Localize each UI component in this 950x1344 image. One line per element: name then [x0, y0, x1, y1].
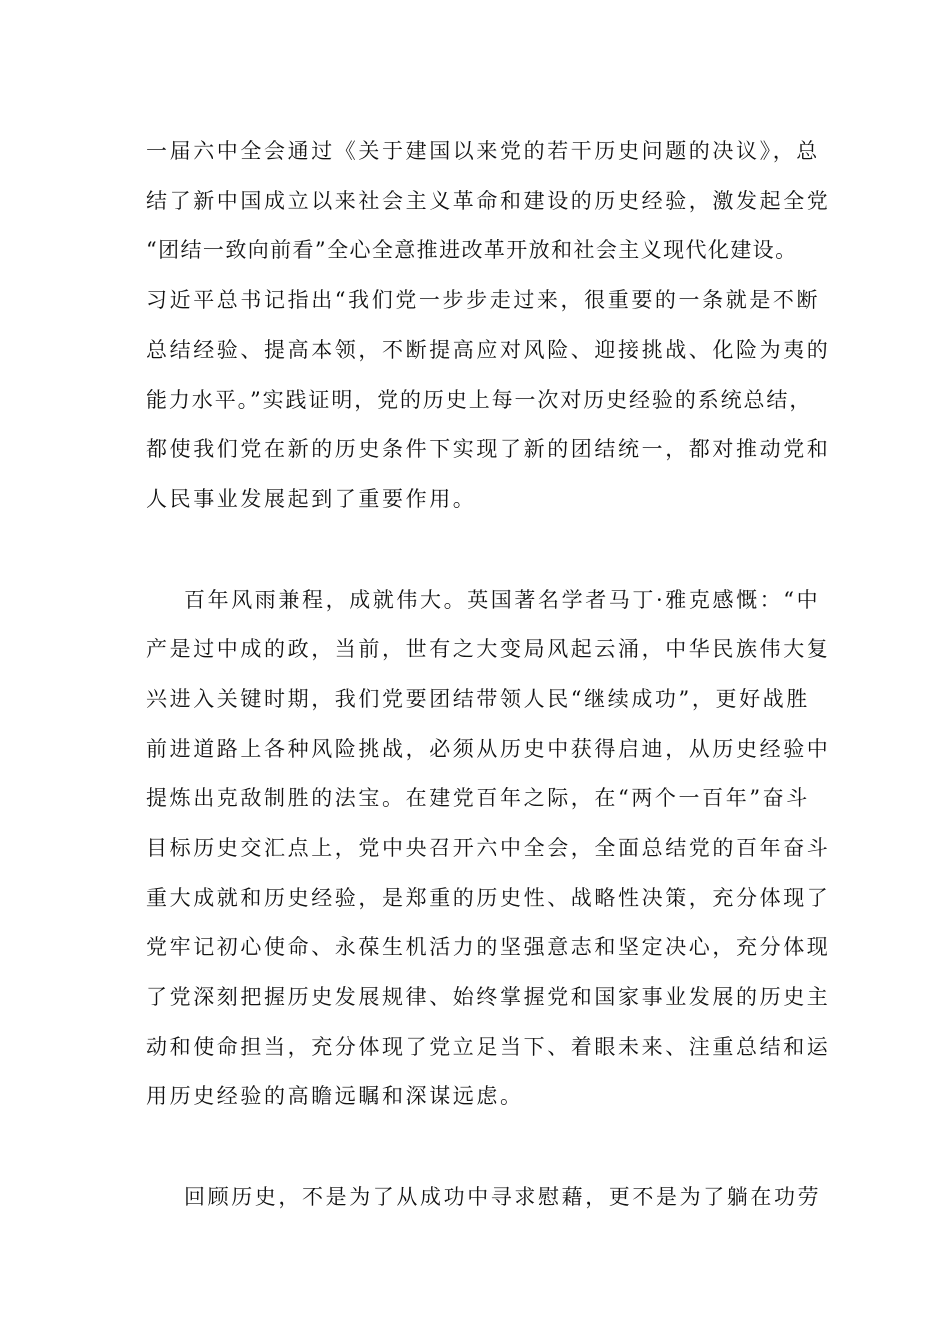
text-line: 回顾历史，不是为了从成功中寻求慰藉，更不是为了躺在功劳	[184, 1185, 822, 1209]
text-line: 一届六中全会通过《关于建国以来党的若干历史问题的决议》，总	[146, 139, 820, 163]
text-line: 百年风雨兼程，成就伟大。英国著名学者马丁·雅克感慨：“中	[184, 588, 821, 612]
text-line: 兴进入关键时期，我们党要团结带领人民“继续成功”，更好战胜	[146, 687, 810, 711]
text-line: 目标历史交汇点上，党中央召开六中全会，全面总结党的百年奋斗	[146, 836, 831, 860]
text-line: 能力水平。”实践证明，党的历史上每一次对历史经验的系统总结，	[146, 388, 813, 412]
text-line: 用历史经验的高瞻远瞩和深谋远虑。	[146, 1084, 524, 1108]
text-line: 提炼出克敌制胜的法宝。在建党百年之际，在“两个一百年”奋斗	[146, 786, 810, 810]
text-line: 前进道路上各种风险挑战，必须从历史中获得启迪，从历史经验中	[146, 737, 831, 761]
text-line: “团结一致向前看”全心全意推进改革开放和社会主义现代化建设。	[146, 238, 798, 262]
text-line: 党牢记初心使命、永葆生机活力的坚强意志和坚定决心，充分体现	[146, 935, 831, 959]
text-line: 习近平总书记指出“我们党一步步走过来，很重要的一条就是不断	[146, 288, 821, 312]
text-line: 了党深刻把握历史发展规律、始终掌握党和国家事业发展的历史主	[146, 985, 831, 1009]
text-line: 总结经验、提高本领，不断提高应对风险、迎接挑战、化险为夷的	[146, 338, 831, 362]
text-line: 动和使命担当，充分体现了党立足当下、着眼未来、注重总结和运	[146, 1035, 831, 1059]
text-line: 产是过中成的政，当前，世有之大变局风起云涌，中华民族伟大复	[146, 637, 831, 661]
text-line: 重大成就和历史经验，是郑重的历史性、战略性决策，充分体现了	[146, 886, 831, 910]
text-line: 结了新中国成立以来社会主义革命和建设的历史经验，激发起全党	[146, 189, 831, 213]
text-line: 人民事业发展起到了重要作用。	[146, 487, 477, 511]
text-line: 都使我们党在新的历史条件下实现了新的团结统一，都对推动党和	[146, 437, 831, 461]
